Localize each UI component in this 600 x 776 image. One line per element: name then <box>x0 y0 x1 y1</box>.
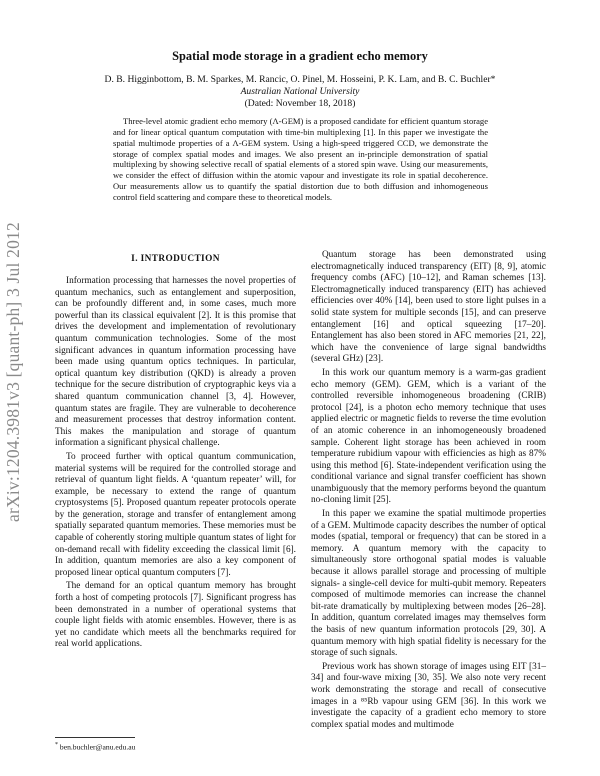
paragraph: Quantum storage has been demonstrated using electromagnetically induced transparency (EIT) [8, 9], atomic frequency combs (AFC) [10–12], and Raman schemes [13]. Electromagnetically induced transparency (EIT) has achieved efficiencies over 40% [14], been used to store light pulses in a solid state system for multiple seconds [15], and can preserve entanglement [16] and optical squeezing [17–20]. Entanglement has also been stored in AFC memories [21, 22], which have the convenience of large signal bandwidths (several GHz) [23]. <box>311 250 546 365</box>
paragraph: The demand for an optical quantum memory has brought forth a host of competing protocols [7]. Significant progress has been demonstrated in a number of operational systems that couple light fields with atomic ensembles. However, there is as yet no candidate which meets all the benchmarks required for real world applications. <box>55 581 296 650</box>
paragraph: Previous work has shown storage of images using EIT [31–34] and four-wave mixing [30, 35]. We also note very recent work demonstrating the storage and recall of consecutive images in a ⁸⁵Rb vapour using GEM [36]. In this work we investigate the capacity of a gradient echo memory to store complex spatial modes and multimode <box>311 661 546 730</box>
paragraph: In this paper we examine the spatial multimode properties of a GEM. Multimode capacity describes the number of optical modes (spatial, temporal or frequency) that can be stored in a memory. A quantum memory with the capacity to simultaneously store orthogonal spatial modes is valuable because it allows parallel storage and processing of multiple signals- a single-cell device for multi-qubit memory. Repeaters composed of multimode memories can increase the channel bit-rate dramatically by multiplexing between modes [26–28]. In addition, quantum correlated images may themselves form the basis of new quantum information protocols [29, 30]. A quantum memory with high spatial fidelity is necessary for the storage of such signals. <box>311 509 546 659</box>
paper-title: Spatial mode storage in a gradient echo memory <box>172 49 428 63</box>
abstract: Three-level atomic gradient echo memory (Λ-GEM) is a proposed candidate for efficient quantum storage and for linear optical quantum computation with time-bin multiplexing [1]. In this paper we investigate the spatial multimode properties of a Λ-GEM system. Using a high-speed triggered CCD, we demonstrate the storage of complex spatial modes and images. We also present an in-principle demonstration of spatial multiplexing by showing selective recall of spatial elements of a stored spin wave. Using our measurements, we consider the effect of diffusion within the atomic vapour and investigate its role in spatial decoherence. Our measurements allow us to quantify the spatial distortion due to both diffusion and inhomogeneous control field scattering and compare these to theoretical models. <box>113 116 488 202</box>
right-text-column <box>311 250 546 731</box>
arxiv-identifier: arXiv:1204.3981v3 [quant-ph] 3 Jul 2012 <box>3 222 23 522</box>
footnote <box>55 742 135 752</box>
paragraph: To proceed further with optical quantum communication, material systems will be required for the controlled storage and retrieval of quantum light fields. A ‘quantum repeater’ will, for example, be necessary to extend the range of quantum cryptosystems [5]. Proposed quantum repeater protocols operate by the generation, storage and transfer of entanglement among spatially separated quantum memories. These memories must be capable of coherently storing multiple quantum states of light for on-demand recall with fidelity exceeding the classical limit [6]. In addition, quantum memories are also a key component of proposed linear optical quantum computers [7]. <box>55 451 296 578</box>
paragraph: Information processing that harnesses the novel properties of quantum mechanics, such as entanglement and superposition, can be profoundly different and, in some cases, much more powerful than its classical equivalent [2]. It is this promise that drives the development and implementation of revolutionary quantum communication technologies. Some of the most significant advances in quantum information processing have been made using quantum optics techniques. In particular, optical quantum key distribution (QKD) is already a proven technique for the secure distribution of cryptographic keys via a shared quantum communication channel [3, 4]. However, quantum states are fragile. They are vulnerable to decoherence and measurement processes that destroy information content. This makes the manipulation and storage of quantum information a significant physical challenge. <box>55 276 296 449</box>
section-heading-introduction: I. INTRODUCTION <box>131 254 220 264</box>
dated-line: (Dated: November 18, 2018) <box>244 98 356 109</box>
paragraph: In this work our quantum memory is a warm-gas gradient echo memory (GEM). GEM, which is a variant of the controlled reversible inhomogeneous broadening (CRIB) protocol [24], is a photon echo memory technique that uses applied electric or magnetic fields to reverse the time evolution of an atomic coherence in an inhomogeneously broadened sample. Coherent light storage has been achieved in room temperature rubidium vapour with efficiencies as high as 87% using this method [6]. State-independent verification using the conditional variance and signal transfer coefficient has shown unambiguously that the memory performs beyond the quantum no-cloning limit [25]. <box>311 367 546 506</box>
author-list: D. B. Higginbottom, B. M. Sparkes, M. Rancic, O. Pinel, M. Hosseini, P. K. Lam, and B. C. Buchler* <box>104 74 496 85</box>
left-text-column <box>55 276 296 651</box>
footnote-marker: * <box>55 742 58 748</box>
affiliation: Australian National University <box>240 86 360 97</box>
footnote-divider <box>55 737 135 738</box>
author-email[interactable]: ben.buchler@anu.edu.au <box>59 742 136 752</box>
